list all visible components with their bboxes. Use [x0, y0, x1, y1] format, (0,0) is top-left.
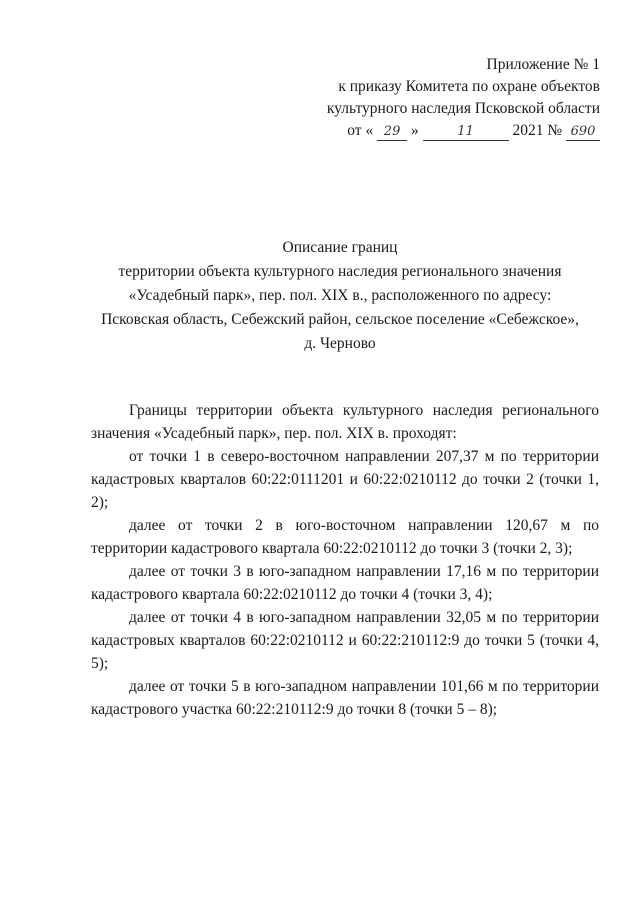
boundary-paragraph: далее от точки 3 в юго-западном направлении 17,16 м по территории кадастрового квартала 60:22:0210112 до точки 4 (точки 3, 4);	[91, 563, 599, 603]
boundary-paragraph: далее от точки 5 в юго-западном направлении 101,66 м по территории кадастрового участка 60:22:210112:9 до точки 8 (точки 5 – 8);	[91, 678, 599, 718]
appendix-date-line	[327, 120, 600, 142]
appendix-order-ref: к приказу Комитета по охране объектов	[338, 78, 600, 95]
title-line-4: Псковская область, Себежский район, сельское поселение «Себежское»,	[101, 311, 579, 328]
title-line-3: «Усадебный парк», пер. пол. XIX в., расположенного по адресу:	[128, 287, 552, 304]
title-line-1: Описание границ	[282, 239, 398, 256]
document-title	[60, 236, 620, 356]
document-body	[91, 399, 599, 721]
intro-paragraph: Границы территории объекта культурного наследия регионального значения «Усадебный парк», пер. пол. XIX в. проходят:	[91, 402, 599, 442]
boundary-paragraph: далее от точки 4 в юго-западном направлении 32,05 м по территории кадастровых кварталов 60:22:0210112 и 60:22:210112:9 до точки 5 (точки 4, 5);	[91, 609, 599, 672]
date-year: 2021 №	[512, 122, 563, 139]
title-line-2: территории объекта культурного наследия регионального значения	[118, 263, 562, 280]
appendix-header	[327, 54, 600, 142]
order-number-handwritten: 690	[566, 124, 600, 141]
date-day-handwritten: 29	[377, 124, 407, 141]
appendix-committee: культурного наследия Псковской области	[326, 100, 600, 117]
date-month-handwritten: 11	[423, 124, 509, 141]
title-line-5: д. Черново	[304, 335, 376, 352]
date-prefix: от «	[347, 122, 374, 139]
appendix-number: Приложение № 1	[486, 56, 600, 73]
date-mid: »	[410, 122, 419, 139]
boundary-paragraph: от точки 1 в северо-восточном направлении 207,37 м по территории кадастровых кварталов 60:22:0111201 и 60:22:0210112 до точки 2 (точки 1, 2);	[91, 448, 599, 511]
boundary-paragraph: далее от точки 2 в юго-восточном направлении 120,67 м по территории кадастрового квартала 60:22:0210112 до точки 3 (точки 2, 3);	[91, 517, 599, 557]
